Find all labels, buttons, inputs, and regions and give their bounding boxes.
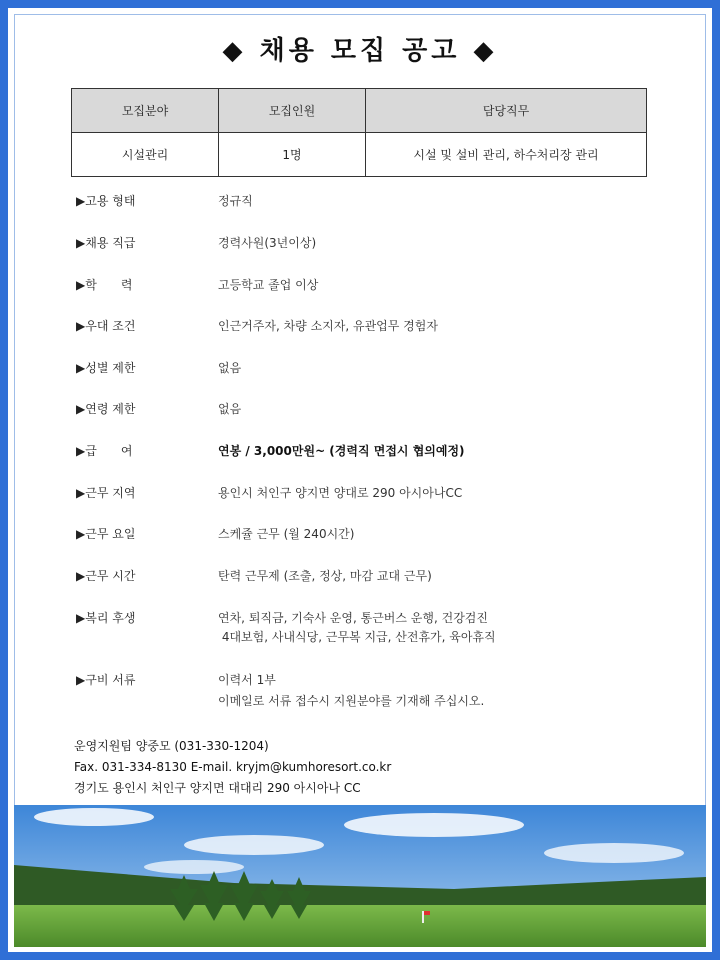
detail-label: ▶성별 제한 xyxy=(76,361,136,375)
detail-value: 용인시 처인구 양지면 양대로 290 아시아나CC xyxy=(218,486,463,500)
detail-value: 연차, 퇴직금, 기숙사 운영, 통근버스 운행, 건강검진 xyxy=(218,611,488,625)
contact-team: 운영지원팀 양중모 (031-330-1204) xyxy=(74,739,269,753)
page-title: ◆ 채용 모집 공고 ◆ xyxy=(222,36,498,66)
header-count: 모집인원 xyxy=(219,89,366,133)
golf-course-photo xyxy=(14,805,706,947)
detail-value: 정규직 xyxy=(218,194,253,208)
cell-count: 1명 xyxy=(219,133,366,177)
detail-label: ▶근무 요일 xyxy=(76,527,136,541)
detail-label: ▶학 력 xyxy=(76,278,133,292)
detail-label: ▶우대 조건 xyxy=(76,319,136,333)
detail-value-2: 4대보험, 사내식당, 근무복 지급, 산전휴가, 육아휴직 xyxy=(218,630,496,644)
recruit-table xyxy=(71,88,647,177)
contact-footer xyxy=(74,736,391,799)
detail-label: ▶복리 후생 xyxy=(76,611,136,625)
detail-value: 인근거주자, 차량 소지자, 유관업무 경험자 xyxy=(218,319,438,333)
detail-label: ▶구비 서류 xyxy=(76,673,136,687)
table-row xyxy=(72,133,647,177)
detail-label: ▶고용 형태 xyxy=(76,194,136,208)
table-header-row xyxy=(72,89,647,133)
detail-value: 스케쥴 근무 (월 240시간) xyxy=(218,527,355,541)
golf-course-illustration xyxy=(14,805,706,947)
header-duty: 담당직무 xyxy=(366,89,647,133)
detail-value: 이력서 1부 xyxy=(218,673,276,687)
detail-label: ▶연령 제한 xyxy=(76,402,136,416)
detail-label: ▶근무 지역 xyxy=(76,486,136,500)
header-field: 모집분야 xyxy=(72,89,219,133)
detail-label: ▶근무 시간 xyxy=(76,569,136,583)
contact-fax-email: Fax. 031-334-8130 E-mail. kryjm@kumhoresort.co.kr xyxy=(74,760,392,774)
detail-value: 탄력 근무제 (조출, 정상, 마감 교대 근무) xyxy=(218,569,432,583)
detail-value: 연봉 / 3,000만원~ (경력직 면접시 협의예정) xyxy=(218,444,465,458)
detail-value: 없음 xyxy=(218,402,242,416)
detail-label: ▶급 여 xyxy=(76,444,133,458)
detail-value: 경력사원(3년이상) xyxy=(218,236,317,250)
detail-value: 없음 xyxy=(218,361,242,375)
cell-duty: 시설 및 설비 관리, 하수처리장 관리 xyxy=(366,133,647,177)
detail-value: 고등학교 졸업 이상 xyxy=(218,278,319,292)
detail-value-2: 이메일로 서류 접수시 지원분야를 기재해 주십시오. xyxy=(218,694,485,708)
contact-address: 경기도 용인시 처인구 양지면 대대리 290 아시아나 CC xyxy=(74,781,361,795)
cell-field: 시설관리 xyxy=(72,133,219,177)
detail-label: ▶채용 직급 xyxy=(76,236,136,250)
